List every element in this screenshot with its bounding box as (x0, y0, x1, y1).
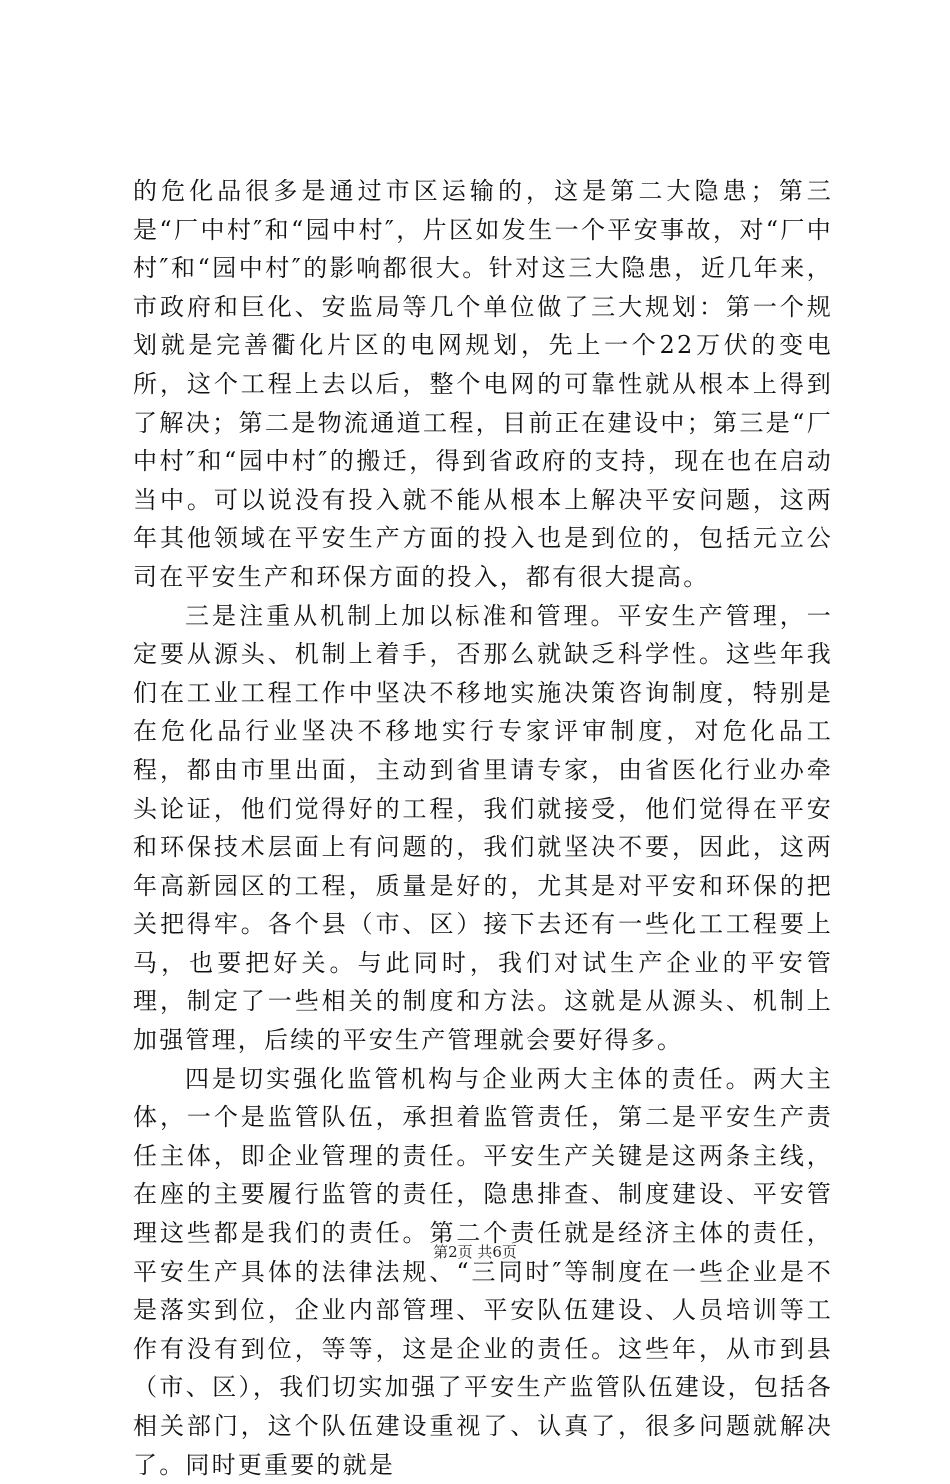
paragraph-1: 的危化品很多是通过市区运输的，这是第二大隐患；第三是“厂中村″和“园中村″，片区如发生一个平安事故，对“厂中村″和“园中村″的影响都很大。针对这三大隐患，近几年来，市政府和巨化、安监局等几个单位做了三大规划：第一个规划就是完善衢化片区的电网规划，先上一个22万伏的变电所，这个工程上去以后，整个电网的可靠性就从根本上得到了解决；第二是物流通道工程，目前正在建设中；第三是“厂中村″和“园中村″的搬迁，得到省政府的支持，现在也在启动当中。可以说没有投入就不能从根本上解决平安问题，这两年其他领域在平安生产方面的投入也是到位的，包括元立公司在平安生产和环保方面的投入，都有很大提高。 (133, 177, 833, 591)
page-number-footer: 第2页 共6页 (433, 1243, 517, 1261)
paragraph-2: 三是注重从机制上加以标准和管理。平安生产管理，一定要从源头、机制上着手，否那么就缺乏科学性。这些年我们在工业工程工作中坚决不移地实施决策咨询制度，特别是在危化品行业坚决不移地实行专家评审制度，对危化品工程，都由市里出面，主动到省里请专家，由省医化行业办牵头论证，他们觉得好的工程，我们就接受，他们觉得在平安和环保技术层面上有问题的，我们就坚决不要，因此，这两年高新园区的工程，质量是好的，尤其是对平安和环保的把关把得牢。各个县（市、区）接下去还有一些化工工程要上马，也要把好关。与此同时，我们对试生产企业的平安管理，制定了一些相关的制度和方法。这就是从源头、机制上加强管理，后续的平安生产管理就会要好得多。 (133, 601, 833, 1055)
paragraph-3: 四是切实强化监管机构与企业两大主体的责任。两大主体，一个是监管队伍，承担着监管责任，第二是平安生产责任主体，即企业管理的责任。平安生产关键是这两条主线，在座的主要履行监管的责任，隐患排查、制度建设、平安管理这些都是我们的责任。第二个责任就是经济主体的责任，平安生产具体的法律法规、“三同时″等制度在一些企业是不是落实到位，企业内部管理、平安队伍建设、人员培训等工作有没有到位，等等，这是企业的责任。这些年，从市到县（市、区），我们切实加强了平安生产监管队伍建设，包括各相关部门，这个队伍建设重视了、认真了，很多问题就解决了。同时更重要的就是 (133, 1064, 833, 1479)
document-body (133, 172, 833, 1484)
